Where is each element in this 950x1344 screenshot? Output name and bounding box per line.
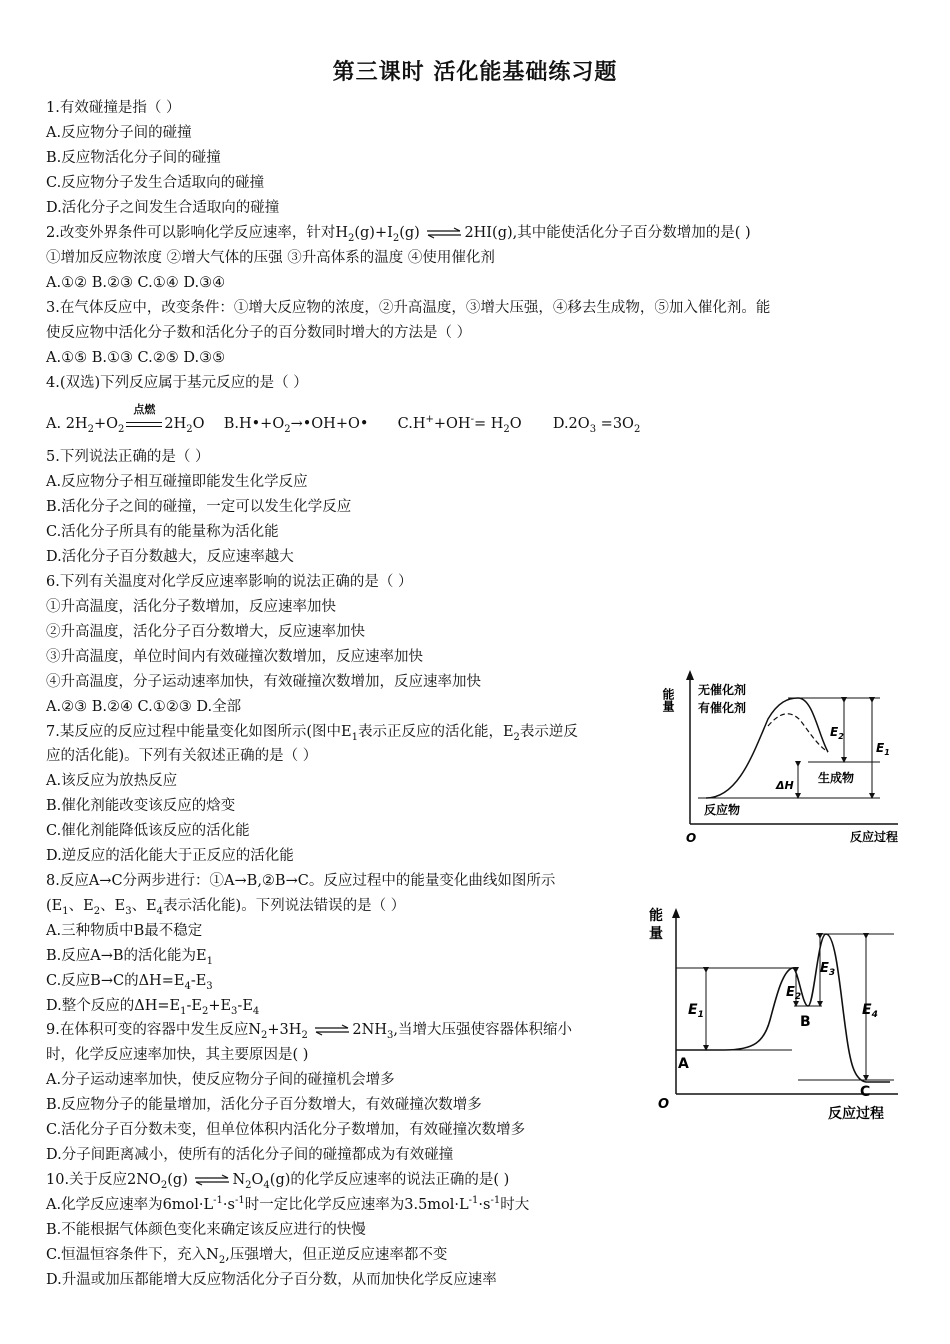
- q2-choices: A.①② B.②③ C.①④ D.③④: [46, 275, 226, 291]
- q9-option-c: C.活化分子百分数未变，但单位体积内活化分子数增加，有效碰撞次数增多: [46, 1122, 526, 1138]
- q6-statement-1: ①升高温度，活化分子数增加，反应速率加快: [46, 599, 336, 615]
- q9-stem-line2: 时，化学反应速率加快，其主要原因是( ): [46, 1047, 309, 1063]
- y-axis-label: 能量: [661, 688, 675, 712]
- q7-stem-line2: 应的活化能)。下列有关叙述正确的是（ ）: [46, 748, 318, 764]
- q9-option-a: A.分子运动速率加快，使反应物分子间的碰撞机会增多: [46, 1072, 395, 1088]
- q3-stem-line2: 使反应物中活化分子数和活化分子的百分数同时增大的方法是（ ）: [46, 325, 472, 341]
- q8-stem-line2: ($E_1$、$E_2$、$E_3$、$E_4$表示活化能)。下列说法错误的是（ ）: [46, 898, 406, 917]
- q6-statement-4: ④升高温度，分子运动速率加快，有效碰撞次数增加，反应速率加快: [46, 674, 481, 690]
- q2-conditions: ①增加反应物浓度 ②增大气体的压强 ③升高体系的温度 ④使用催化剂: [46, 250, 495, 266]
- q7-option-d: D.逆反应的活化能大于正反应的活化能: [46, 848, 294, 864]
- q1-option-c: C.反应物分子发生合适取向的碰撞: [46, 175, 265, 191]
- q3-stem-line1: 3.在气体反应中，改变条件：①增大反应物的浓度，②升高温度，③增大压强，④移去生成物，⑤加入催化剂。能: [46, 300, 771, 316]
- label-e2: $E_2$: [830, 725, 844, 741]
- q1-option-d: D.活化分子之间发生合适取向的碰撞: [46, 200, 280, 216]
- q1-option-b: B.反应物活化分子间的碰撞: [46, 150, 221, 166]
- q10-option-d: D.升温或加压都能增大反应物活化分子百分数，从而加快化学反应速率: [46, 1272, 497, 1288]
- y-axis-label: 量: [649, 926, 663, 942]
- label-with-catalyst: 有催化剂: [698, 701, 747, 715]
- q9-stem-line1: 9.在体积可变的容器中发生反应$N_2+3H_2$ $2NH_3$,当增大压强使容器体积缩小: [46, 1022, 572, 1041]
- y-axis-label: 能: [649, 908, 663, 924]
- equilibrium-arrow-icon: [314, 1025, 350, 1035]
- label-e4: $E_4$: [862, 1002, 878, 1020]
- q6-stem: 6.下列有关温度对化学反应速率影响的说法正确的是（ ）: [46, 574, 413, 590]
- q2-stem: 2.改变外界条件可以影响化学反应速率，针对$H_2(g)+I_2(g)$ 2HI(g),其中能使活化分子百分数增加的是( ): [46, 225, 751, 244]
- q4-stem: 4.(双选)下列反应属于基元反应的是（ ）: [46, 375, 308, 391]
- q5-option-d: D.活化分子百分数越大，反应速率越大: [46, 549, 294, 565]
- q4-options: A. $2H_2+O_2$ 点燃 $2H_2O$ $B.H•+O_2\to•OH+O•$ $C.H^++OH^-= H_2O$ $D.2O_3 =3O_2$: [46, 403, 641, 435]
- q8-stem-line1: 8.反应A→C分两步进行：①A→B,②B→C。反应过程中的能量变化曲线如图所示: [46, 873, 556, 889]
- label-reactant: 反应物: [704, 803, 741, 817]
- q7-stem-line1: 7.某反应的反应过程中能量变化如图所示(图中$E_1$表示正反应的活化能，$E_2$表示逆反: [46, 724, 578, 743]
- q10-stem: 10.关于反应$2NO_2(g)$ $N_2O_4(g)$的化学反应速率的说法正确的是( ): [46, 1172, 510, 1191]
- x-axis-label: 反应过程: [850, 830, 899, 844]
- label-e3: $E_3$: [820, 961, 836, 978]
- q7-option-a: A.该反应为放热反应: [46, 773, 178, 789]
- q9-option-d: D.分子间距离减小，使所有的活化分子间的碰撞都成为有效碰撞: [46, 1147, 454, 1163]
- label-no-catalyst: 无催化剂: [698, 683, 747, 697]
- q6-statement-2: ②升高温度，活化分子百分数增大，反应速率加快: [46, 624, 365, 640]
- q6-choices: A.②③ B.②④ C.①②③ D.全部: [46, 699, 242, 715]
- q5-option-c: C.活化分子所具有的能量称为活化能: [46, 524, 279, 540]
- x-axis-label: 反应过程: [828, 1106, 884, 1122]
- label-e1: $E_1$: [688, 1002, 704, 1020]
- q5-stem: 5.下列说法正确的是（ ）: [46, 449, 210, 465]
- q8-option-a: A.三种物质中B最不稳定: [46, 923, 203, 939]
- q8-option-c: C.反应B→C的$\Delta H=E_4-E_3$: [46, 973, 213, 992]
- q10-option-b: B.不能根据气体颜色变化来确定该反应进行的快慢: [46, 1222, 366, 1238]
- catalyzed-curve: [768, 714, 828, 752]
- equilibrium-arrow-icon: [426, 228, 462, 238]
- q1-stem: 1.有效碰撞是指（ ）: [46, 100, 181, 116]
- two-step-energy-diagram: [644, 902, 906, 1124]
- y-axis-arrow-icon: [686, 670, 694, 680]
- q8-option-b: B.反应A→B的活化能为$E_1$: [46, 948, 214, 967]
- label-C: C: [860, 1084, 871, 1100]
- q10-option-c: C.恒温恒容条件下，充入$N_2$,压强增大，但正逆反应速率都不变: [46, 1247, 448, 1266]
- page-title: 第三课时 活化能基础练习题: [332, 60, 618, 85]
- label-A: A: [678, 1056, 689, 1072]
- q3-choices: A.①⑤ B.①③ C.②⑤ D.③⑤: [46, 350, 226, 366]
- origin-label: O: [658, 1097, 670, 1112]
- catalyst-energy-diagram: [661, 664, 908, 846]
- q7-option-c: C.催化剂能降低该反应的活化能: [46, 823, 250, 839]
- equilibrium-arrow-icon: [194, 1175, 230, 1185]
- q7-option-b: B.催化剂能改变该反应的焓变: [46, 798, 236, 814]
- label-e1: $E_1$: [876, 741, 890, 757]
- q6-statement-3: ③升高温度，单位时间内有效碰撞次数增加，反应速率加快: [46, 649, 423, 665]
- q5-option-b: B.活化分子之间的碰撞，一定可以发生化学反应: [46, 499, 352, 515]
- origin-label: O: [686, 831, 697, 845]
- label-delta-h: ΔH: [776, 779, 794, 792]
- q1-option-a: A.反应物分子间的碰撞: [46, 125, 192, 141]
- label-B: B: [800, 1014, 811, 1030]
- label-product: 生成物: [818, 771, 855, 785]
- label-e2: $E_2$: [786, 985, 802, 1002]
- ignition-condition: 点燃: [124, 414, 164, 434]
- q5-option-a: A.反应物分子相互碰撞即能发生化学反应: [46, 474, 308, 490]
- energy-curve: [676, 934, 890, 1082]
- q10-option-a: A.化学反应速率为$6mol\cdot L^{-1}\cdot s^{-1}$时一定比化学反应速率为$3.5mol\cdot L^{-1}\cdot s^{-1}$时大: [46, 1195, 530, 1213]
- y-axis-arrow-icon: [672, 908, 680, 918]
- q8-option-d: D.整个反应的$\Delta H=E_1-E_2+E_3-E_4$: [46, 998, 260, 1017]
- q9-option-b: B.反应物分子的能量增加，活化分子百分数增大，有效碰撞次数增多: [46, 1097, 482, 1113]
